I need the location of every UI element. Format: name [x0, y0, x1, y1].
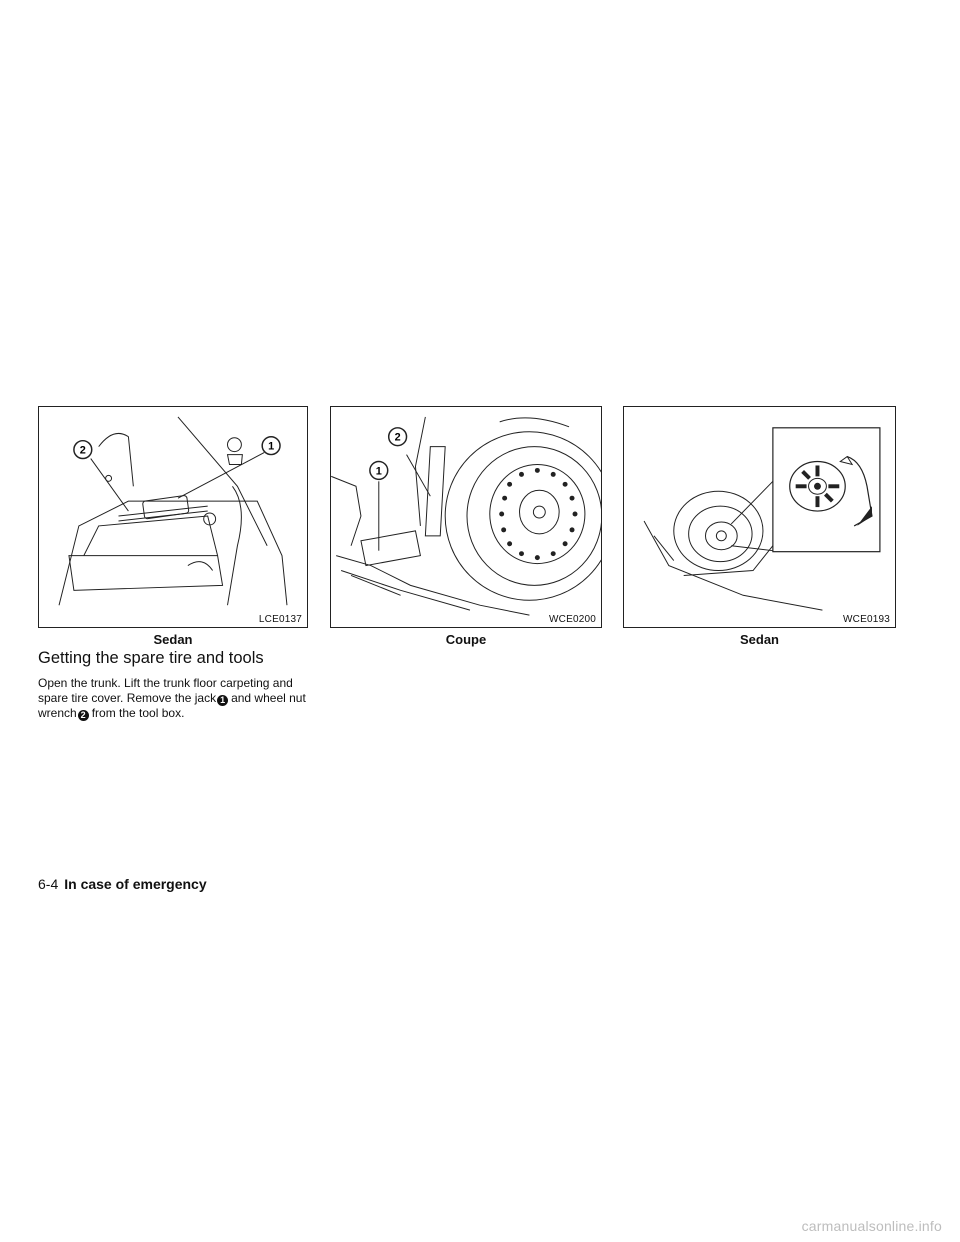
callout-1: [262, 437, 280, 455]
figure-caption: Coupe: [445, 632, 487, 647]
svg-text:1: 1: [375, 465, 382, 478]
section-body: [38, 676, 312, 721]
figure-caption: Sedan: [739, 632, 779, 647]
figure-coupe-spare-tire: [330, 406, 602, 628]
sedan-trunk-illustration: [39, 407, 307, 627]
callout-2: [389, 428, 407, 446]
figure-code: LCE0137: [258, 614, 302, 625]
figure-sedan-spare-tire-bolt: [623, 406, 896, 628]
figure-sedan-jack-wrench: [38, 406, 308, 628]
callout-2-badge: 2: [78, 710, 89, 721]
section-title: Getting the spare tire and tools: [38, 649, 264, 667]
watermark: carmanualsonline.info: [801, 1218, 942, 1234]
figure-code: WCE0193: [843, 614, 890, 625]
svg-text:1: 1: [268, 440, 275, 453]
figure-caption: Sedan: [153, 632, 193, 647]
body-text-part: from the tool box.: [91, 706, 185, 720]
coupe-trunk-illustration: [331, 407, 601, 627]
svg-text:2: 2: [79, 444, 86, 457]
callout-1-badge: 1: [217, 695, 228, 706]
page-footer: [38, 876, 207, 892]
figure-code: WCE0200: [549, 614, 596, 625]
body-text-part: Open the trunk. Lift the trunk floor carpeting and spare tire cover. Remove the jack: [38, 676, 293, 705]
page-number: 6-4: [38, 876, 59, 892]
sedan-spare-tire-illustration: [624, 407, 895, 627]
callout-1: [370, 462, 388, 480]
svg-text:2: 2: [394, 431, 401, 444]
bolt-inset: [773, 428, 880, 552]
chapter-title: In case of emergency: [64, 876, 207, 892]
body-text-part: and wheel nut wrench: [38, 691, 306, 720]
callout-2: [74, 441, 92, 459]
